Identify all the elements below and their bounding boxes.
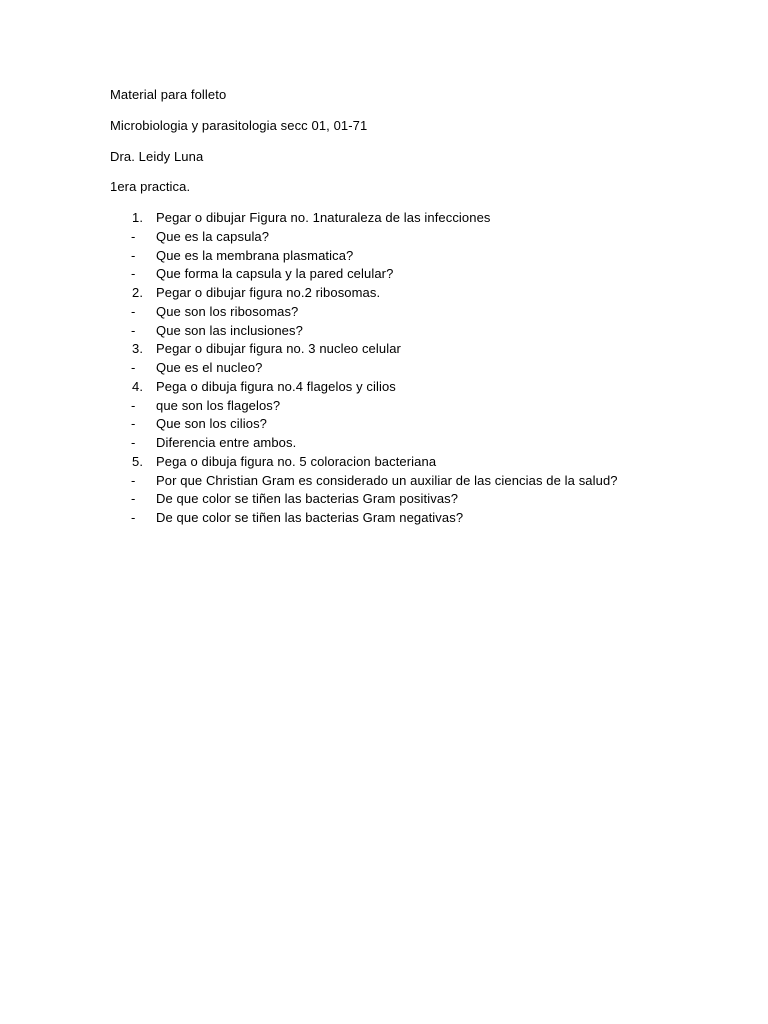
list-item-text: Que forma la capsula y la pared celular? [156,266,394,282]
list-item-text: Pega o dibuja figura no.4 flagelos y cilios [156,378,396,394]
list-item [0,266,768,285]
list-item [0,360,768,379]
dash-marker: - [131,491,136,507]
list-item-text: que son los flagelos? [156,397,281,413]
dash-marker: - [131,322,136,338]
dash-marker: - [131,416,136,432]
list-item [0,435,768,454]
course-line: Microbiologia y parasitologia secc 01, 01-71 [110,118,368,133]
practice-line: 1era practica. [110,179,191,194]
dash-marker: - [131,266,136,282]
list-item-text: Pegar o dibujar figura no.2 ribosomas. [156,285,381,300]
list-item [0,341,768,360]
dash-marker: - [131,510,136,525]
list-item [0,473,768,492]
list-item-text: Pega o dibuja figura no. 5 coloracion bacteriana [156,453,437,469]
list-item [0,416,768,435]
document-title: Material para folleto [110,87,227,102]
list-item-text: Que es la capsula? [156,228,270,244]
list-item-text: Que es el nucleo? [156,360,263,375]
number-marker: 2. [132,285,144,300]
list-item [0,285,768,304]
number-marker: 3. [132,341,144,357]
dash-marker: - [131,247,136,263]
list-item [0,510,768,529]
list-item-text: Pegar o dibujar Figura no. 1naturaleza de las infecciones [156,210,491,225]
question-list [0,210,768,529]
list-item-text: Que son las inclusiones? [156,322,303,338]
list-item [0,210,768,229]
number-marker: 1. [132,210,144,225]
list-item [0,229,768,248]
list-item-text: Pegar o dibujar figura no. 3 nucleo celular [156,341,401,357]
list-item-text: Que es la membrana plasmatica? [156,247,354,263]
teacher-line: Dra. Leidy Luna [110,149,204,164]
list-item [0,454,768,473]
number-marker: 4. [132,378,144,394]
list-item [0,304,768,323]
list-item-text: Que son los ribosomas? [156,303,299,319]
dash-marker: - [131,303,136,319]
list-item [0,491,768,510]
list-item-text: De que color se tiñen las bacterias Gram positivas? [156,491,459,507]
dash-marker: - [131,360,136,375]
list-item [0,248,768,267]
list-item-text: De que color se tiñen las bacterias Gram negativas? [156,510,464,525]
list-item [0,398,768,417]
list-item-text: Que son los cilios? [156,416,268,432]
dash-marker: - [131,472,136,488]
list-item [0,323,768,342]
dash-marker: - [131,228,136,244]
number-marker: 5. [132,453,144,469]
dash-marker: - [131,397,136,413]
list-item [0,379,768,398]
list-item-text: Diferencia entre ambos. [156,435,297,450]
list-item-text: Por que Christian Gram es considerado un auxiliar de las ciencias de la salud? [156,472,618,488]
dash-marker: - [131,435,136,450]
